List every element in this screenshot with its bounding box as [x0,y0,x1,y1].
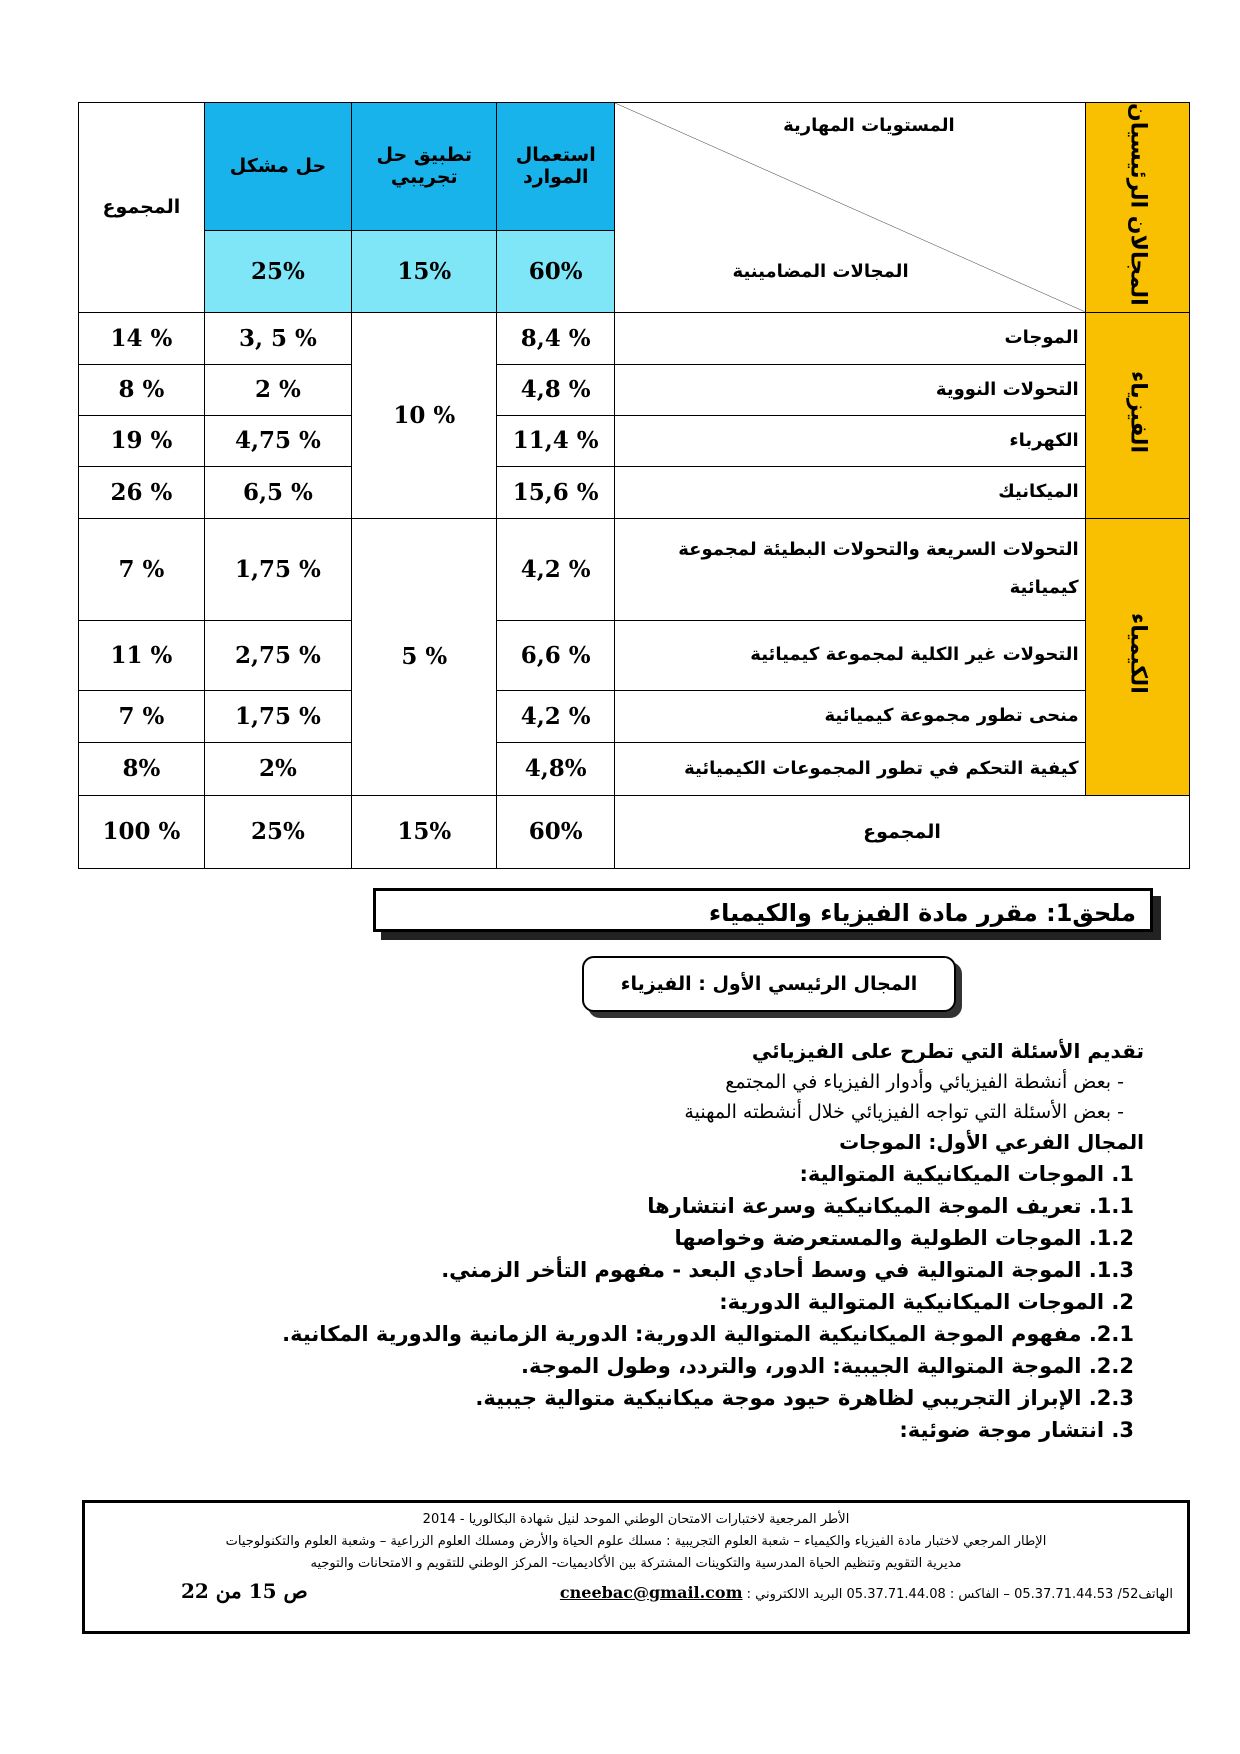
row-problem: 3, 5 % [204,312,351,364]
pct-problem: 25% [204,230,351,312]
row-resources: 6,6 % [497,620,615,690]
footer-contact [560,1583,1173,1602]
row-total: 26 % [79,466,205,518]
header-total: المجموع [79,103,205,313]
list-item: 1. الموجات الميكانيكية المتوالية: [799,1162,1134,1186]
footer-line-2: الإطار المرجعي لاختبار مادة الفيزياء والكيمياء – شعبة العلوم التجريبية : مسلك علوم الحياة والأرض ومسلك العلوم الزراعية – وشعبة العلوم والتكنولوجيات [225,1534,1047,1549]
row-total: 7 % [79,518,205,620]
row-domain: منحى تطور مجموعة كيميائية [615,690,1086,742]
sub-domain-heading: المجال الفرعي الأول: الموجات [839,1130,1144,1154]
list-item: 2.2. الموجة المتوالية الجيبية: الدور، والتردد، وطول الموجة. [521,1354,1134,1378]
list-item: 2.1. مفهوم الموجة الميكانيكية المتوالية الدورية: الدورية الزمانية والدورية المكانية. [282,1322,1134,1346]
row-total: 11 % [79,620,205,690]
row-problem: 6,5 % [204,466,351,518]
table-row [79,518,1190,620]
list-item: 3. انتشار موجة ضوئية: [899,1418,1134,1442]
row-resources: 8,4 % [497,312,615,364]
page-number: ص 15 من 22 [181,1579,308,1603]
chemistry-label: الكيمياء [1125,613,1151,695]
page-footer [82,1500,1190,1634]
skill-levels-label: المستويات المهارية [783,115,955,136]
row-resources: 4,8 % [497,364,615,415]
row-problem: 1,75 % [204,518,351,620]
row-domain: الميكانيك [615,466,1086,518]
row-resources: 4,2 % [497,518,615,620]
row-total: 8 % [79,364,205,415]
row-problem: 1,75 % [204,690,351,742]
row-problem: 4,75 % [204,415,351,466]
row-resources: 4,8% [497,742,615,795]
row-total: 8% [79,742,205,795]
content-domains-label: المجالات المضامينية [732,260,909,282]
main-domains-header [1085,103,1189,313]
bullet-item: - بعض أنشطة الفيزيائي وأدوار الفيزياء في المجتمع [725,1071,1124,1093]
weighting-table [78,102,1190,869]
syllabus-content [144,1036,1144,1446]
row-problem: 2,75 % [204,620,351,690]
intro-heading: تقديم الأسئلة التي تطرح على الفيزيائي [751,1039,1144,1063]
table-row [79,364,1190,415]
header-experimental: تطبيق حل تجريبي [352,103,497,231]
footer-line-3: مديرية التقويم وتنظيم الحياة المدرسية والتكوينات المشتركة بين الأكاديميات- المركز الوطني للتقويم و الامتحانات والتوجيه [310,1556,962,1571]
row-domain: الكهرباء [615,415,1086,466]
total-resources: 60% [497,795,615,868]
row-resources: 11,4 % [497,415,615,466]
email-link[interactable]: cneebac@gmail.com [559,1583,743,1602]
physics-label-cell [1085,312,1189,518]
physics-experimental: 10 % [352,312,497,518]
row-domain: الموجات [615,312,1086,364]
main-domains-label: المجالان الرئيسيان [1125,103,1151,306]
totals-label: المجموع [615,795,1190,868]
row-total: 14 % [79,312,205,364]
header-use-resources: استعمال الموارد [497,103,615,231]
pct-experimental: 15% [352,230,497,312]
table-row [79,415,1190,466]
list-item: 2.3. الإبراز التجريبي لظاهرة حيود موجة ميكانيكية متوالية جيبية. [475,1386,1134,1410]
table-row [79,620,1190,690]
row-problem: 2 % [204,364,351,415]
contact-text: الهاتف52/ 05.37.71.44.53 – الفاكس : 05.37.71.44.08 البريد الالكتروني : [742,1587,1173,1602]
annex-title: ملحق1: مقرر مادة الفيزياء والكيمياء [373,888,1153,932]
header-problem: حل مشكل [204,103,351,231]
row-total: 19 % [79,415,205,466]
row-domain: التحولات غير الكلية لمجموعة كيميائية [615,620,1086,690]
list-item: 1.1. تعريف الموجة الميكانيكية وسرعة انتشارها [647,1194,1134,1218]
list-item: 1.3. الموجة المتوالية في وسط أحادي البعد - مفهوم التأخر الزمني. [441,1258,1134,1282]
diagonal-header-cell [615,103,1086,313]
physics-label: الفيزياء [1125,371,1151,454]
table-row [79,466,1190,518]
list-item: 2. الموجات الميكانيكية المتوالية الدورية: [719,1290,1134,1314]
list-item: 1.2. الموجات الطولية والمستعرضة وخواصها [674,1226,1134,1250]
row-domain: كيفية التحكم في تطور المجموعات الكيميائية [615,742,1086,795]
totals-row [79,795,1190,868]
row-resources: 15,6 % [497,466,615,518]
footer-line-1: الأطر المرجعية لاختبارات الامتحان الوطني الموحد لنيل شهادة البكالوريا - 2014 [422,1512,850,1527]
row-domain: التحولات السريعة والتحولات البطيئة لمجموعة كيميائية [615,518,1086,620]
table-row [79,742,1190,795]
row-total: 7 % [79,690,205,742]
footer-contact-row [85,1575,1187,1609]
main-domain-title: المجال الرئيسي الأول : الفيزياء [582,956,956,1012]
row-problem: 2% [204,742,351,795]
bullet-item: - بعض الأسئلة التي تواجه الفيزيائي خلال أنشطته المهنية [684,1101,1124,1123]
chemistry-label-cell [1085,518,1189,795]
chemistry-experimental: 5 % [352,518,497,795]
pct-resources: 60% [497,230,615,312]
total-problem: 25% [204,795,351,868]
table-row [79,312,1190,364]
total-experimental: 15% [352,795,497,868]
row-domain: التحولات النووية [615,364,1086,415]
grand-total: 100 % [79,795,205,868]
table-row [79,690,1190,742]
row-resources: 4,2 % [497,690,615,742]
